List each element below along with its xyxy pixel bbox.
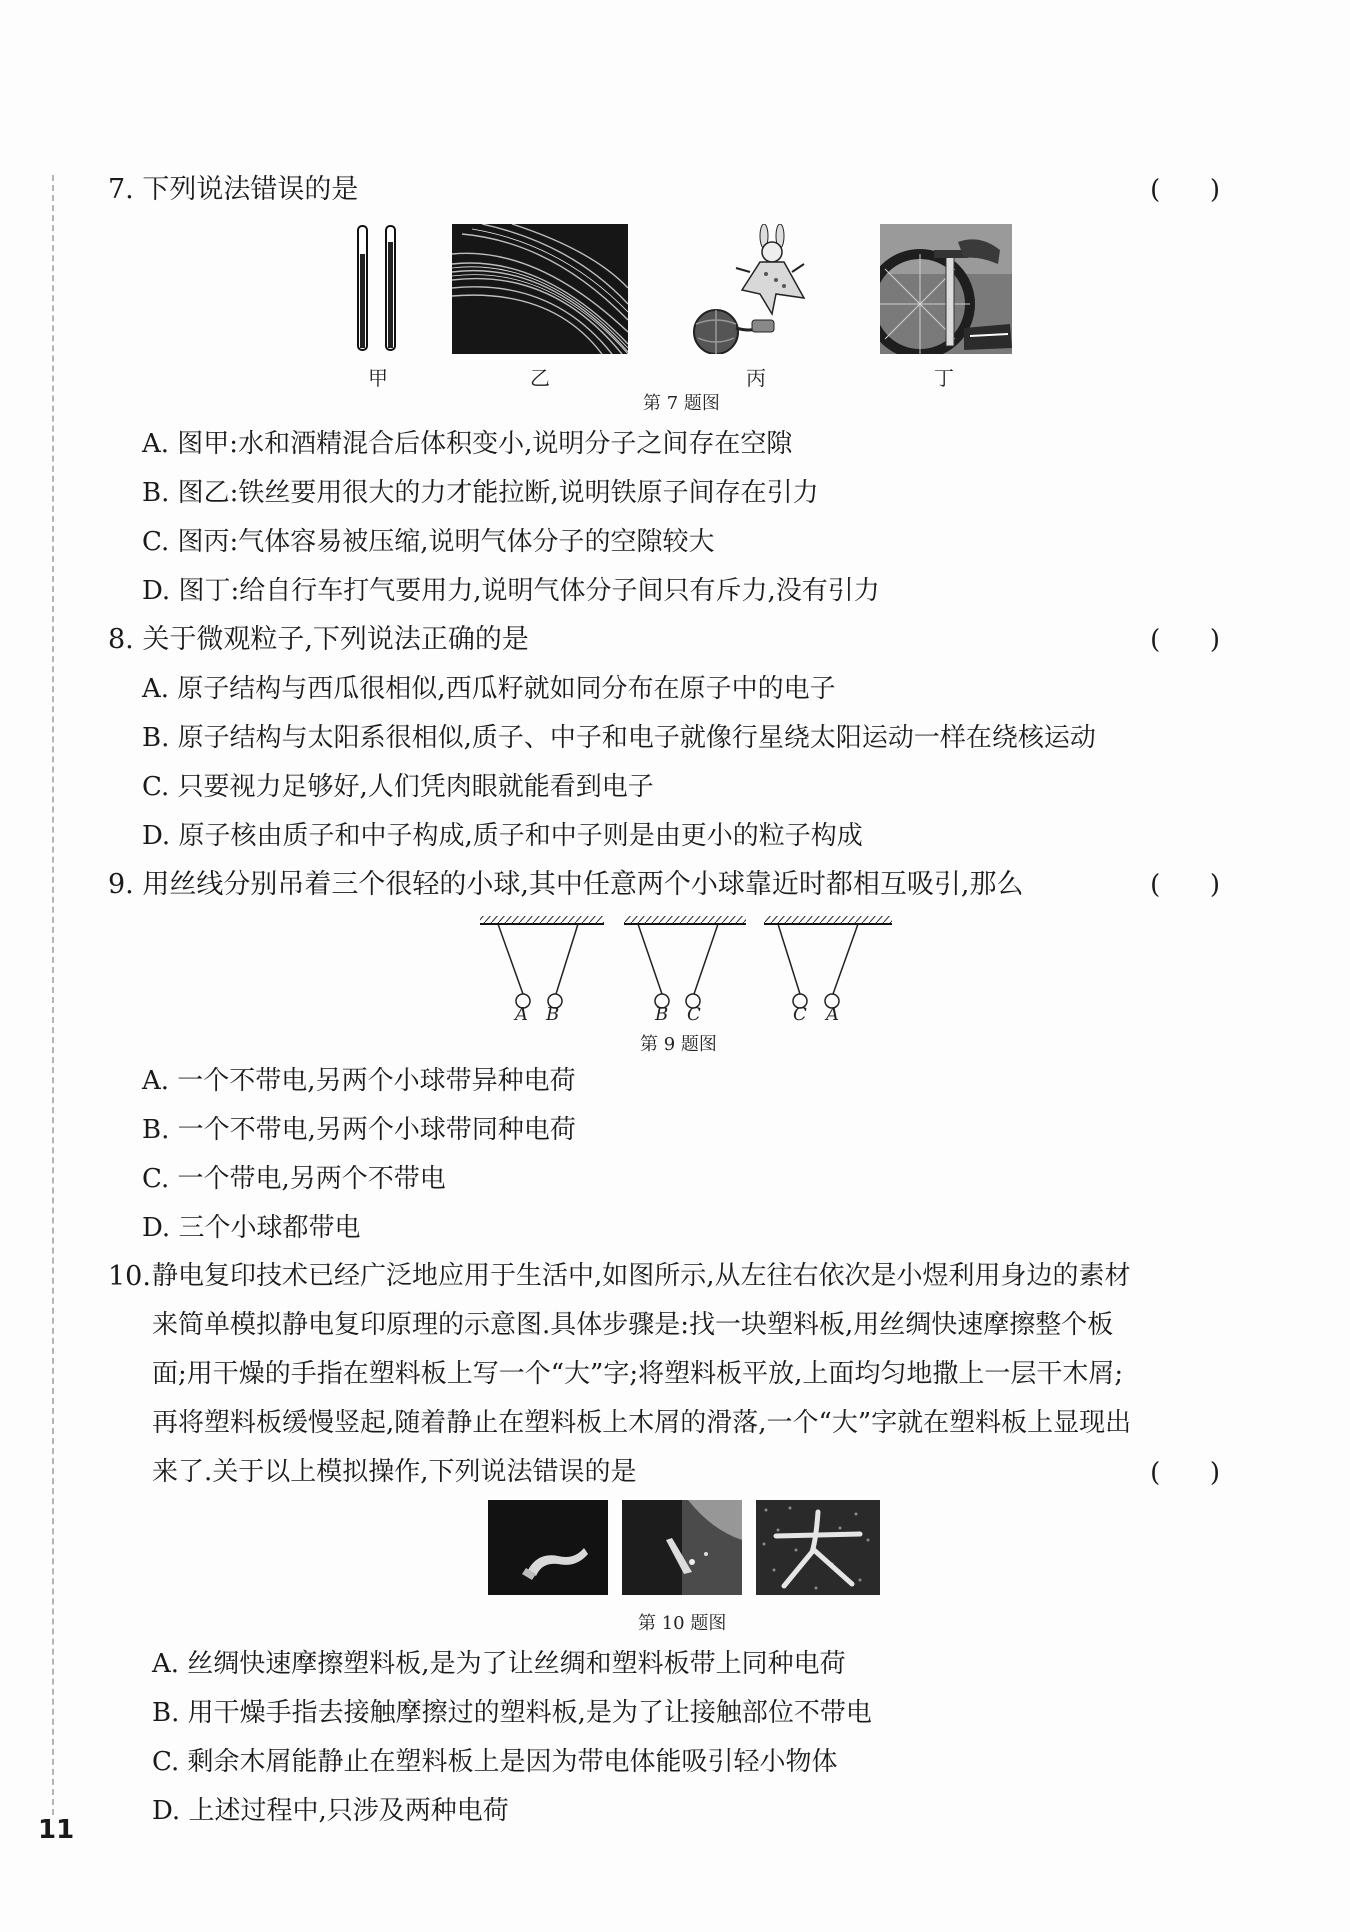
q8-answer-paren[interactable]: ( ) (1150, 625, 1220, 655)
ball-label-c2: C (793, 1004, 807, 1025)
page-number: 11 (38, 1815, 75, 1845)
q10-option-b[interactable]: B. 用干燥手指去接触摩擦过的塑料板,是为了让接触部位不带电 (152, 1698, 872, 1728)
q7-option-c[interactable]: C. 图丙:气体容易被压缩,说明气体分子的空隙较大 (142, 527, 715, 557)
q10-option-c[interactable]: C. 剩余木屑能静止在塑料板上是因为带电体能吸引轻小物体 (152, 1747, 838, 1777)
q8-option-b[interactable]: B. 原子结构与太阳系很相似,质子、中子和电子就像行星绕太阳运动一样在绕核运动 (142, 723, 1096, 753)
binding-dashed-line (52, 175, 54, 1815)
q8-stem: 8. 关于微观粒子,下列说法正确的是 (108, 624, 529, 655)
q10-stem-line-2: 来简单模拟静电复印原理的示意图.具体步骤是:找一块塑料板,用丝绸快速摩擦整个板 (152, 1310, 1114, 1340)
q10-answer-paren[interactable]: ( ) (1150, 1458, 1220, 1488)
q7-stem: 7. 下列说法错误的是 (108, 174, 359, 205)
figure-bing-ball-pump (680, 224, 820, 354)
q10-stem-paragraph (152, 1252, 1222, 1497)
q10-stem-line-5: 来了.关于以上模拟操作,下列说法错误的是 (152, 1457, 637, 1487)
q10-figure-caption: 第 10 题图 (638, 1613, 727, 1634)
q7-option-d[interactable]: D. 图丁:给自行车打气要用力,说明气体分子间只有斥力,没有引力 (142, 576, 880, 606)
q10-number: 10. (108, 1261, 151, 1292)
q9-figure-caption: 第 9 题图 (640, 1034, 717, 1055)
q10-stem-line-1: 静电复印技术已经广泛地应用于生活中,如图所示,从左往右依次是小煜利用身边的素材 (152, 1261, 1131, 1291)
q7-figure-caption: 第 7 题图 (643, 393, 720, 414)
q8-option-c[interactable]: C. 只要视力足够好,人们凭肉眼就能看到电子 (142, 772, 654, 802)
figure-yi-iron-wire (452, 224, 628, 354)
figure-jia-tubes (352, 224, 402, 354)
q7-answer-paren[interactable]: ( ) (1150, 175, 1220, 205)
figure-label-yi: 乙 (530, 366, 550, 390)
ball-label-a2: A (826, 1004, 839, 1025)
q10-option-d[interactable]: D. 上述过程中,只涉及两种电荷 (152, 1796, 509, 1826)
figure-label-ding: 丁 (934, 366, 954, 390)
figure-q10-photo-3 (756, 1500, 880, 1595)
q9-stem: 9. 用丝线分别吊着三个很轻的小球,其中任意两个小球靠近时都相互吸引,那么 (108, 869, 1024, 900)
q10-stem-line-3: 面;用干燥的手指在塑料板上写一个“大”字;将塑料板平放,上面均匀地撒上一层干木屑; (152, 1359, 1124, 1389)
ball-label-a1: A (515, 1004, 528, 1025)
figure-label-bing: 丙 (746, 366, 766, 390)
q9-option-a[interactable]: A. 一个不带电,另两个小球带异种电荷 (142, 1066, 576, 1096)
figure-q10-photo-2 (622, 1500, 742, 1595)
figure-label-jia: 甲 (368, 366, 388, 390)
ball-label-b2: B (655, 1004, 669, 1025)
figure-ding-bicycle-pump (880, 224, 1012, 354)
ball-label-b1: B (546, 1004, 560, 1025)
q8-option-a[interactable]: A. 原子结构与西瓜很相似,西瓜籽就如同分布在原子中的电子 (142, 674, 836, 704)
ball-label-c1: C (687, 1004, 701, 1025)
q7-option-b[interactable]: B. 图乙:铁丝要用很大的力才能拉断,说明铁原子间存在引力 (142, 478, 819, 508)
figure-q10-photo-1 (488, 1500, 608, 1595)
q10-stem-line-4: 再将塑料板缓慢竖起,随着静止在塑料板上木屑的滑落,一个“大”字就在塑料板上显现出 (152, 1408, 1132, 1438)
q9-option-c[interactable]: C. 一个带电,另两个不带电 (142, 1164, 446, 1194)
q8-option-d[interactable]: D. 原子核由质子和中子构成,质子和中子则是由更小的粒子构成 (142, 821, 863, 851)
q9-option-b[interactable]: B. 一个不带电,另两个小球带同种电荷 (142, 1115, 576, 1145)
q10-option-a[interactable]: A. 丝绸快速摩擦塑料板,是为了让丝绸和塑料板带上同种电荷 (152, 1649, 846, 1679)
q9-answer-paren[interactable]: ( ) (1150, 870, 1220, 900)
q7-option-a[interactable]: A. 图甲:水和酒精混合后体积变小,说明分子之间存在空隙 (142, 429, 793, 459)
q9-option-d[interactable]: D. 三个小球都带电 (142, 1213, 361, 1243)
